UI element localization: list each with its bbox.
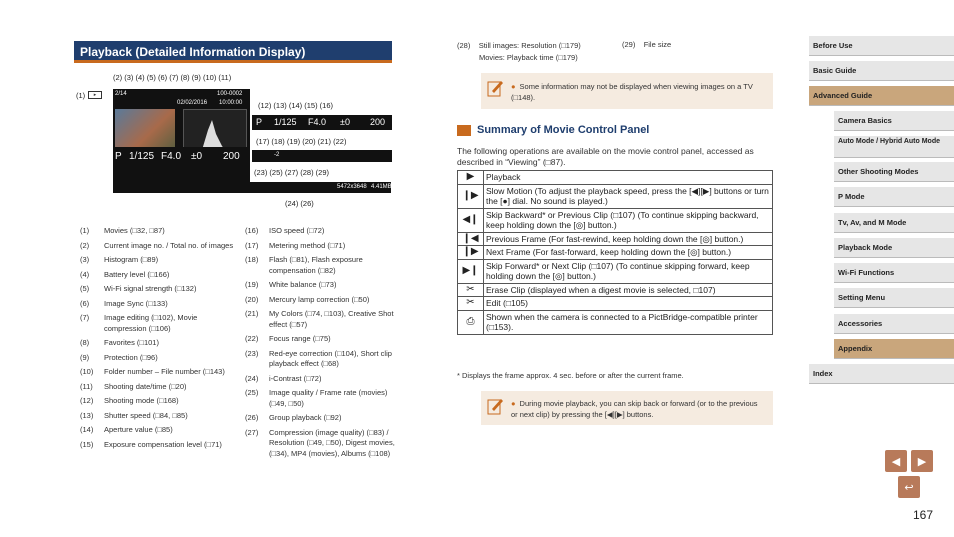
- legend-item-number: (17): [245, 240, 259, 250]
- legend-item-text: ISO speed (□72): [269, 226, 325, 235]
- control-description: Slow Motion (To adjust the playback speed, press the [◀][▶] buttons or turn the [●] dial. No sound is played.): [484, 184, 773, 208]
- callout-row3: (17) (18) (19) (20) (21) (22): [256, 137, 347, 146]
- sidebar-item-index[interactable]: Index: [809, 364, 954, 384]
- legend-item-number: (5): [80, 284, 90, 293]
- legend-item-number: (11): [80, 381, 93, 391]
- sidebar-item-tv-av-and-m-mode[interactable]: Tv, Av, and M Mode: [834, 213, 954, 233]
- legend-item: [245, 349, 395, 370]
- legend-item: [245, 334, 395, 345]
- legend-item: [245, 428, 395, 460]
- control-row: [458, 184, 773, 208]
- movie-control-heading: [457, 124, 649, 136]
- legend-item: [80, 241, 240, 252]
- iso-label: 200: [370, 117, 386, 127]
- page-number: 167: [913, 508, 934, 522]
- legend-item-text: Movies (□32, □87): [104, 226, 165, 235]
- lower-aperture: F4.0: [161, 151, 182, 162]
- control-icon: ✂: [458, 283, 484, 297]
- legend-item-text: White balance (□73): [269, 280, 337, 289]
- sidebar-item-playback-mode[interactable]: Playback Mode: [834, 238, 954, 258]
- legend-item-number: (6): [80, 298, 90, 308]
- legend-item: [80, 255, 240, 266]
- settings-bar: [252, 150, 392, 162]
- legend-item: [245, 295, 395, 306]
- legend-item-number: (27): [245, 427, 259, 437]
- resolution-label: 5472x3648: [337, 184, 367, 190]
- legend-item: [80, 440, 240, 451]
- control-row: [458, 232, 773, 246]
- callout-row4: (23) (25) (27) (28) (29): [254, 168, 330, 177]
- legend-item-number: (7): [80, 313, 90, 322]
- legend-item-number: (16): [245, 226, 259, 235]
- item-29-text: File size: [643, 40, 672, 49]
- control-icon: ❙▶: [458, 246, 484, 260]
- intro-text: The following operations are available on the movie control panel, accessed as described in “Viewing” (□87).: [457, 146, 754, 167]
- control-description: Playback: [484, 171, 773, 185]
- legend-item: [245, 413, 395, 424]
- legend-item: [80, 338, 240, 349]
- legend-item-number: (25): [245, 388, 259, 397]
- pencil-note-icon: [487, 79, 503, 97]
- item-29: [622, 40, 671, 49]
- next-page-button[interactable]: [911, 450, 933, 472]
- sidebar-item-advanced-guide[interactable]: Advanced Guide: [809, 86, 954, 106]
- control-icon: ⎙: [458, 310, 484, 334]
- arrow-right-icon: ▶: [917, 455, 927, 468]
- legend-continued: [457, 40, 581, 64]
- legend-item-text: Exposure compensation level (□71): [104, 439, 222, 449]
- note-box-2: ● During movie playback, you can skip back or forward (or to the previous or next clip) by pressing the [◀][▶] buttons.: [481, 391, 773, 425]
- legend-item-number: (3): [80, 255, 90, 264]
- legend-item-number: (24): [245, 373, 259, 383]
- image-counter: 2/14: [115, 91, 127, 97]
- legend-item-number: (22): [245, 334, 259, 343]
- note-2-text: During movie playback, you can skip back or forward (or to the previous or next clip) by pressing the [◀][▶] buttons.: [511, 399, 758, 419]
- sidebar-item-accessories[interactable]: Accessories: [834, 314, 954, 334]
- section-title-text: Summary of Movie Control Panel: [477, 124, 650, 136]
- control-description: Skip Backward* or Previous Clip (□107) (To continue skipping backward, keep holding down the [◎] button.): [484, 208, 773, 232]
- prev-page-button[interactable]: [885, 450, 907, 472]
- legend-item-number: (9): [80, 352, 90, 362]
- sidebar-item-camera-basics[interactable]: Camera Basics: [834, 111, 954, 131]
- item-28-text: Still images: Resolution (□179): [478, 41, 581, 50]
- legend-item-text: Image editing (□102), Movie compression (□106): [104, 313, 198, 333]
- legend-item-text: Current image no. / Total no. of images: [104, 240, 234, 250]
- note-box-1: ● Some information may not be displayed when viewing images on a TV (□148).: [481, 73, 773, 109]
- legend-item-text: Metering method (□71): [269, 240, 346, 250]
- legend-item-number: (8): [80, 338, 90, 347]
- control-description: Edit (□105): [484, 297, 773, 311]
- lower-exposure: ±0: [191, 151, 203, 162]
- legend-item-text: Focus range (□75): [269, 334, 331, 343]
- legend-item-number: (10): [80, 367, 94, 376]
- legend-item-number: (15): [80, 439, 94, 449]
- legend-item-text: Image Sync (□133): [104, 298, 168, 308]
- legend-item: [80, 284, 240, 295]
- legend-item-text: Histogram (□89): [104, 255, 159, 264]
- return-icon: ↩: [904, 481, 914, 494]
- control-icon: ▶❙: [458, 259, 484, 283]
- legend-item-text: Shutter speed (□84, □85): [104, 410, 188, 420]
- legend-item-text: Image quality / Frame rate (movies) (□49, □50): [269, 388, 388, 408]
- control-description: Skip Forward* or Next Clip (□107) (To continue skipping forward, keep holding down the [◎] button.): [484, 259, 773, 283]
- control-icon: ❙▶: [458, 184, 484, 208]
- sidebar-item-p-mode[interactable]: P Mode: [834, 187, 954, 207]
- legend-item: [80, 425, 240, 436]
- legend-item-number: (14): [80, 425, 94, 434]
- arrow-left-icon: ◀: [891, 455, 901, 468]
- legend-item: [80, 382, 240, 393]
- sidebar-item-setting-menu[interactable]: Setting Menu: [834, 288, 954, 308]
- file-info-bar: [113, 182, 391, 193]
- aperture-label: F4.0: [308, 117, 327, 127]
- page-title: Playback (Detailed Information Display): [80, 45, 306, 59]
- section-header: [74, 41, 392, 63]
- movie-icon: ▸: [88, 91, 102, 99]
- sidebar-item-other-shooting-modes[interactable]: Other Shooting Modes: [834, 162, 954, 182]
- legend-item-number: (21): [245, 309, 259, 318]
- sidebar-item-basic-guide[interactable]: Basic Guide: [809, 61, 954, 81]
- legend-item: [80, 396, 240, 407]
- legend-item: [80, 299, 240, 310]
- callout-row2: (12) (13) (14) (15) (16): [258, 101, 334, 110]
- shutter-label: 1/125: [274, 117, 297, 127]
- folder-number: 100-0002: [217, 91, 243, 97]
- footnote: * Displays the frame approx. 4 sec. before or after the current frame.: [457, 371, 684, 380]
- legend-item: [80, 353, 240, 364]
- control-description: Shown when the camera is connected to a PictBridge-compatible printer (□153).: [484, 310, 773, 334]
- mode-label: P: [256, 117, 263, 127]
- control-row: [458, 310, 773, 334]
- callout-row1: (2) (3) (4) (5) (6) (7) (8) (9) (10) (11): [113, 73, 232, 82]
- legend-item-number: (1): [80, 226, 90, 235]
- item-28-text-b: Movies: Playback time (□179): [479, 53, 578, 62]
- callout-row5: (24) (26): [285, 199, 314, 208]
- control-row: [458, 283, 773, 297]
- return-button[interactable]: [898, 476, 920, 498]
- legend-item-text: Shooting mode (□168): [104, 396, 179, 405]
- control-description: Erase Clip (displayed when a digest movie is selected, □107): [484, 283, 773, 297]
- shot-date: 02/02/2016: [177, 100, 208, 106]
- control-icon: ✂: [458, 297, 484, 311]
- legend-item: [245, 226, 395, 237]
- control-icon: ▶: [458, 171, 484, 185]
- legend-item: [245, 388, 395, 409]
- legend-item: [245, 241, 395, 252]
- legend-item-text: Favorites (□101): [104, 338, 159, 347]
- legend-item-text: Aperture value (□85): [104, 425, 173, 434]
- legend-item-number: (20): [245, 294, 259, 304]
- legend-item: [245, 280, 395, 291]
- legend-item: [245, 309, 395, 330]
- shot-time: 10:00:00: [219, 100, 243, 106]
- control-icon: ◀❙: [458, 208, 484, 232]
- legend-item: [80, 270, 240, 281]
- legend-item-number: (19): [245, 280, 259, 289]
- control-row: [458, 259, 773, 283]
- pencil-note-icon: [487, 397, 503, 415]
- control-icon: ❙◀: [458, 232, 484, 246]
- legend-item: [80, 226, 240, 237]
- legend-item-number: (26): [245, 413, 259, 422]
- legend-item-text: Mercury lamp correction (□50): [269, 294, 370, 304]
- flash-comp: -2: [274, 152, 280, 158]
- legend-item-number: (18): [245, 255, 259, 264]
- control-row: [458, 246, 773, 260]
- legend-item-text: My Colors (□74, □103), Creative Shot effect (□57): [269, 309, 394, 329]
- legend-item-text: Protection (□96): [104, 352, 158, 362]
- legend-item-text: Folder number – File number (□143): [104, 367, 225, 376]
- lower-shutter: 1/125: [129, 151, 155, 162]
- legend-item-number: (13): [80, 410, 94, 420]
- legend-item-text: i-Contrast (□72): [269, 373, 322, 383]
- legend-item-text: Red-eye correction (□104), Short clip playback effect (□68): [269, 348, 392, 368]
- movie-control-table: [457, 170, 773, 335]
- sidebar-item-before-use[interactable]: Before Use: [809, 36, 954, 56]
- legend-item-text: Battery level (□166): [104, 269, 170, 279]
- sidebar-item-auto-mode-hybrid-auto-mode[interactable]: Auto Mode / Hybrid Auto Mode: [834, 136, 954, 158]
- exposure-label: ±0: [340, 117, 350, 127]
- control-description: Next Frame (For fast-forward, keep holding down the [◎] button.): [484, 246, 773, 260]
- legend-list-right: [245, 226, 395, 463]
- legend-item: [245, 374, 395, 385]
- legend-item: [80, 313, 240, 334]
- legend-item: [80, 411, 240, 422]
- control-row: [458, 297, 773, 311]
- lower-mode: P: [115, 151, 122, 162]
- legend-item: [245, 255, 395, 276]
- control-row: [458, 171, 773, 185]
- legend-item-number: (12): [80, 396, 94, 405]
- section-marker-icon: [457, 125, 471, 136]
- note-1-text: Some information may not be displayed when viewing images on a TV (□148).: [511, 82, 753, 102]
- control-description: Previous Frame (For fast-rewind, keep holding down the [◎] button.): [484, 232, 773, 246]
- legend-item-text: Compression (image quality) (□83) / Resolution (□49, □50), Digest movies, (□34), MP4 (movies), Albums (□108): [269, 427, 395, 458]
- legend-item: [80, 367, 240, 378]
- sidebar-item-wi-fi-functions[interactable]: Wi-Fi Functions: [834, 263, 954, 283]
- legend-item-text: Flash (□81), Flash exposure compensation (□82): [269, 255, 363, 275]
- exposure-bar: [252, 115, 392, 130]
- control-row: [458, 208, 773, 232]
- item-28-number: (28): [457, 41, 471, 50]
- legend-item-text: Shooting date/time (□20): [104, 381, 187, 391]
- sidebar-item-appendix[interactable]: Appendix: [834, 339, 954, 359]
- filesize-label: 4.41MB: [371, 184, 392, 190]
- lower-iso: 200: [223, 151, 240, 162]
- legend-item-number: (2): [80, 240, 90, 250]
- item-29-number: (29): [622, 40, 636, 49]
- legend-item-number: (4): [80, 269, 90, 279]
- callout-1: (1): [76, 91, 86, 100]
- legend-item-text: Group playback (□92): [269, 413, 342, 422]
- legend-item-number: (23): [245, 348, 259, 358]
- legend-list-left: [80, 226, 240, 454]
- legend-item-text: Wi-Fi signal strength (□132): [104, 284, 197, 293]
